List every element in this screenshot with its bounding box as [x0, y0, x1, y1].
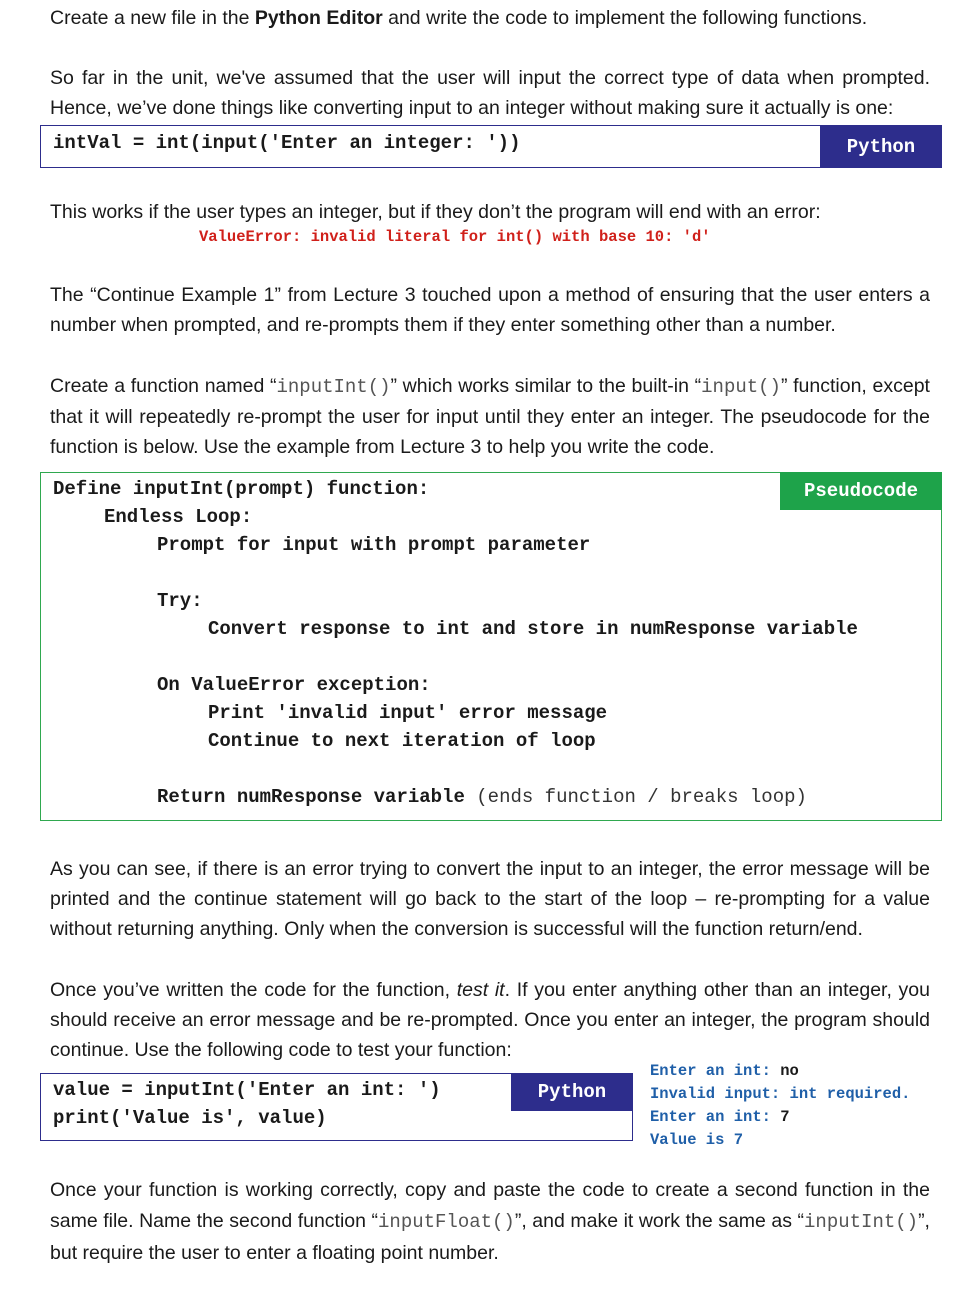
pseudo-line-define: Define inputInt(prompt) function:	[53, 478, 430, 500]
testing-paragraph	[50, 975, 930, 1065]
text-span: Once you’ve written the code for the function,	[50, 979, 457, 1001]
python-editor-label: Python Editor	[254, 7, 383, 29]
intro-text: Create a new file in the	[50, 7, 255, 29]
output-line-2: Invalid input: int required.	[650, 1085, 911, 1103]
create-function-paragraph	[50, 371, 930, 462]
text-span: . If you enter anything other than an integer, you should receive an error message and be re-prompted. Once you enter an integer, the program should continue. Use the following code to test your function:	[50, 979, 930, 1061]
pseudo-line-convert: Convert response to int and store in numResponse variable	[208, 618, 858, 640]
pseudo-line-except: On ValueError exception:	[157, 674, 431, 696]
explanation-paragraph: As you can see, if there is an error trying to convert the input to an integer, the error message will be printed and the continue statement will go back to the start of the loop – re-prompting for a value without returning anything. Only when the conversion is successful will the function return/end.	[50, 858, 930, 940]
code-line-print: print('Value is', value)	[53, 1107, 327, 1129]
text-span: Create a function named “	[50, 375, 277, 397]
error-intro-paragraph: This works if the user types an integer, but if they don’t the program will end with an error:	[50, 201, 821, 223]
pseudo-line-prompt: Prompt for input with prompt parameter	[157, 534, 591, 556]
text-span: ” which works similar to the built-in “	[390, 375, 702, 397]
inputfloat-name: inputFloat()	[378, 1211, 515, 1233]
inputint-name-2: inputInt()	[804, 1211, 919, 1233]
intro-paragraph	[50, 3, 930, 33]
pseudocode-tag: Pseudocode	[780, 472, 942, 510]
intro-text-end: and write the code to implement the following functions.	[382, 7, 868, 29]
output-prompt: Enter an int:	[650, 1062, 781, 1080]
output-user-input: no	[780, 1062, 799, 1080]
text-span: ”, and make it work the same as “	[514, 1210, 805, 1232]
inputint-name: inputInt()	[276, 376, 391, 398]
code-line-value: value = inputInt('Enter an int: ')	[53, 1079, 441, 1101]
return-text: Return numResponse variable	[157, 786, 465, 808]
test-it-emphasis: test it	[456, 979, 505, 1001]
assumption-paragraph: So far in the unit, we've assumed that the user will input the correct type of data when prompted. Hence, we’ve done things like converting input to an integer without making sure it actually is one:	[50, 67, 930, 119]
continue-example-paragraph: The “Continue Example 1” from Lecture 3 touched upon a method of ensuring that the user enters a number when prompted, and re-prompts them if they enter something other than a number.	[50, 284, 930, 336]
text-span: ” function, except that it will repeatedly re-prompt the user for input until they enter an integer. The pseudocode for the function is below. Use the example from Lecture 3 to help you write the code.	[50, 375, 930, 458]
value-error-text: ValueError: invalid literal for int() with base 10: 'd'	[199, 228, 711, 246]
pseudo-line-loop: Endless Loop:	[104, 506, 253, 528]
pseudo-line-return	[157, 786, 807, 808]
second-function-paragraph	[50, 1175, 930, 1269]
output-prompt: Enter an int:	[650, 1108, 781, 1126]
code-line-intval: intVal = int(input('Enter an integer: '))	[53, 132, 521, 154]
python-tag: Python	[820, 125, 942, 168]
pseudo-line-print: Print 'invalid input' error message	[208, 702, 608, 724]
pseudo-line-try: Try:	[157, 590, 203, 612]
output-line-3	[650, 1108, 790, 1126]
input-name: input()	[701, 376, 781, 398]
text-span: Once your function is working correctly, copy and paste the code to create a second function in the same file. Name the second function “	[50, 1179, 930, 1232]
output-line-4: Value is 7	[650, 1131, 744, 1149]
output-user-input: 7	[780, 1108, 790, 1126]
python-tag-2: Python	[511, 1073, 633, 1111]
text-span: ”, but require the user to enter a floating point number.	[50, 1210, 930, 1264]
return-note: (ends function / breaks loop)	[464, 786, 807, 808]
pseudo-line-continue: Continue to next iteration of loop	[208, 730, 596, 752]
output-line-1	[650, 1062, 799, 1080]
